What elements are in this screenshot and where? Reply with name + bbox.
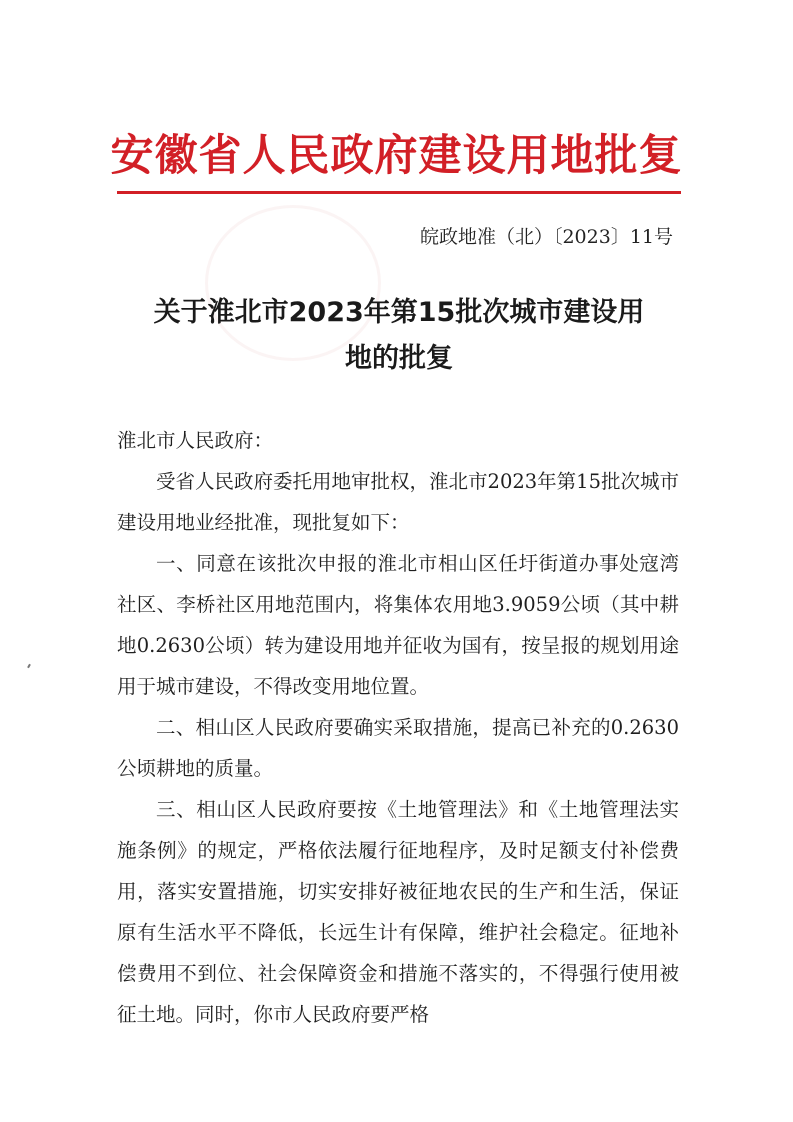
document-body xyxy=(117,420,679,1035)
paragraph-item-2: 二、相山区人民政府要确实采取措施，提高已补充的0.2630公顷耕地的质量。 xyxy=(117,716,679,780)
paragraph-item-1: 一、同意在该批次申报的淮北市相山区任圩街道办事处寇湾社区、李桥社区用地范围内，将集体农用地3.9059公顷（其中耕地0.2630公顷）转为建设用地并征收为国有，按呈报的规划用途用于城市建设，不得改变用地位置。 xyxy=(117,552,679,698)
document-number: 皖政地准（北）〔2023〕11号 xyxy=(419,226,673,248)
red-divider-rule xyxy=(117,191,681,194)
paragraph-intro: 受省人民政府委托用地审批权，淮北市2023年第15批次城市建设用地业经批准，现批复如下： xyxy=(117,470,679,534)
issuer-header-title: 安徽省人民政府建设用地批复 xyxy=(110,131,683,181)
paragraph-item-3: 三、相山区人民政府要按《土地管理法》和《土地管理法实施条例》的规定，严格依法履行征地程序，及时足额支付补偿费用，落实安置措施，切实安排好被征地农民的生产和生活，保证原有生活水平不降低，长远生计有保障，维护社会稳定。征地补偿费用不到位、社会保障资金和措施不落实的，不得强行使用被征土地。同时，你市人民政府要严格 xyxy=(117,798,679,1026)
document-title-line-2: 地的批复 xyxy=(345,343,453,374)
document-title-line-1: 关于淮北市2023年第15批次城市建设用 xyxy=(153,297,645,328)
salutation: 淮北市人民政府： xyxy=(117,429,274,452)
document-title xyxy=(117,290,681,382)
scan-speck xyxy=(27,664,31,668)
